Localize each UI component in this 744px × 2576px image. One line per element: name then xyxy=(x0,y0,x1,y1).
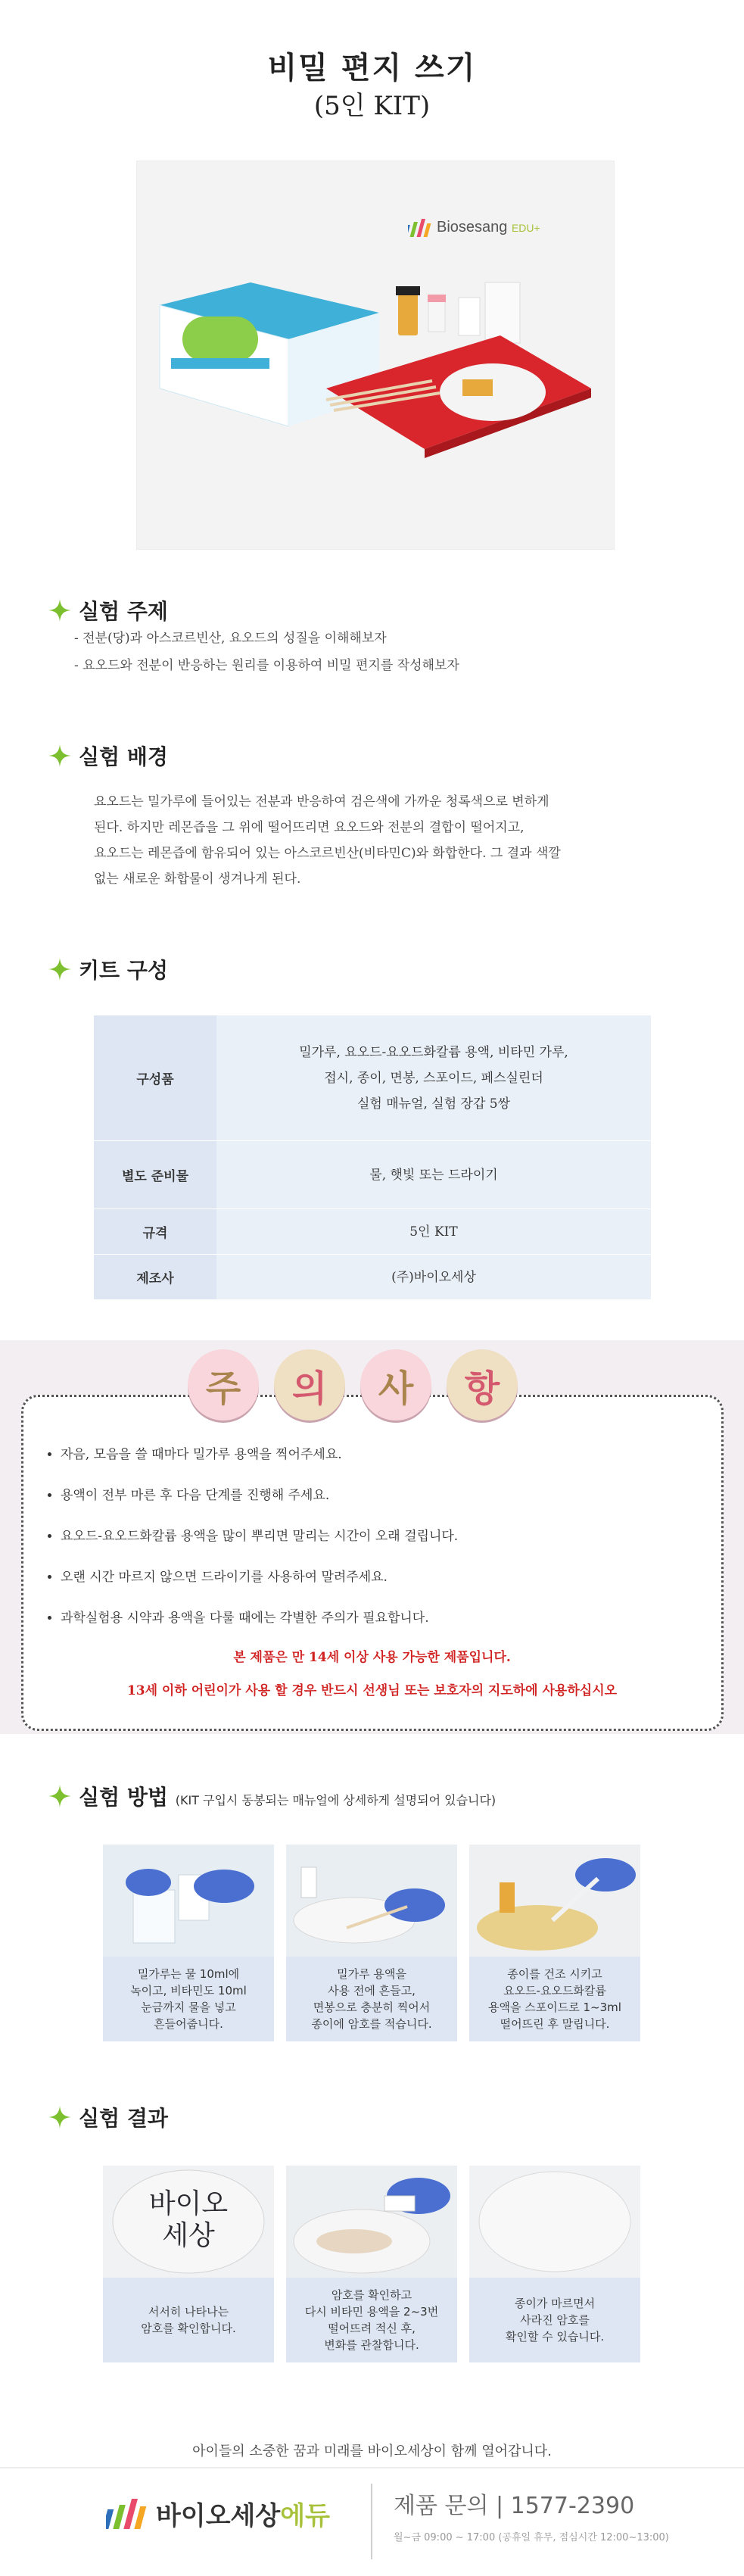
table-row xyxy=(94,1015,651,1141)
step-photo xyxy=(469,1845,640,1957)
kit-label: 구성품 xyxy=(94,1015,216,1141)
secret-text: 세상 xyxy=(162,2220,215,2251)
background-text: 요오드는 밀가루에 들어있는 전분과 반응하여 검은색에 가까운 청록색으로 변하게 된다. 하지만 레몬즙을 그 위에 떨어뜨리면 요오드와 전분의 결합이 떨어지고, 요오드는 레몬즙에 함유되어 있는 아스코르빈산(비타민C)와 화합한다. 그 결과 색깔 없는 새로운 화합물이 생겨나게 된다. xyxy=(94,794,561,887)
theme-item: - 요오드와 전분이 반응하는 원리를 이용하여 비밀 편지를 작성해보자 xyxy=(74,658,459,673)
caution-bubble: 의 xyxy=(274,1349,345,1421)
photo-logo-text: Biosesang EDU+ xyxy=(437,219,540,235)
step-caption: 종이를 건조 시키고 요오드-요오드화칼륨 용액을 스포이드로 1~3ml 떨어뜨린 후 말립니다. xyxy=(469,1957,640,2041)
step-caption: 밀가루 용액을 사용 전에 흔들고, 면봉으로 충분히 찍어서 종이에 암호를 적습니다. xyxy=(286,1957,457,2041)
kit-value: 밀가루, 요오드-요오드화칼륨 용액, 비타민 가루, 접시, 종이, 면봉, 스포이드, 페스실린더 실험 매뉴얼, 실험 장갑 5쌍 xyxy=(216,1015,651,1141)
footer-brand: 바이오세상에듀 xyxy=(106,2495,330,2532)
caution-title xyxy=(188,1349,518,1421)
sparkle-icon xyxy=(48,1785,71,1807)
step-caption: 암호를 확인하고 다시 비타민 용액을 2~3번 떨어뜨려 적신 후, 변화를 관찰합니다. xyxy=(286,2278,457,2362)
result-photo xyxy=(469,2166,640,2278)
footer-vertical-divider xyxy=(371,2484,372,2559)
list-item: • 요오드-요오드화칼륨 용액을 많이 뿌리면 말리는 시간이 오래 걸립니다. xyxy=(61,1516,458,1557)
list-item: • 과학실험용 시약과 용액을 다룰 때에는 각별한 주의가 필요합니다. xyxy=(61,1598,458,1639)
sparkle-icon xyxy=(48,599,71,622)
page-title: 비밀 편지 쓰기 xyxy=(267,50,477,86)
caution-bubble: 항 xyxy=(447,1349,518,1421)
table-row xyxy=(94,1141,651,1209)
sparkle-icon xyxy=(48,2106,71,2128)
theme-item: - 전분(당)과 아스코르빈산, 요오드의 성질을 이해해보자 xyxy=(74,631,387,646)
kit-label: 별도 준비물 xyxy=(94,1141,216,1209)
result-photo xyxy=(103,2166,274,2278)
kit-label: 제조사 xyxy=(94,1255,216,1300)
method-note: (KIT 구입시 동봉되는 매뉴얼에 상세하게 설명되어 있습니다) xyxy=(175,1793,497,1807)
page-subtitle: (5인 KIT) xyxy=(313,91,431,121)
step-photo xyxy=(103,1845,274,1957)
sparkle-icon xyxy=(48,744,71,767)
footer-divider xyxy=(0,2467,744,2468)
kit-value: 5인 KIT xyxy=(216,1209,651,1255)
result-step-3 xyxy=(469,2166,640,2362)
biosesang-logo-icon xyxy=(106,2499,151,2529)
step-caption: 종이가 마르면서 사라진 암호를 확인할 수 있습니다. xyxy=(469,2278,640,2362)
result-step-1 xyxy=(103,2166,274,2362)
kit-value: 물, 햇빛 또는 드라이기 xyxy=(216,1141,651,1209)
theme-heading: 실험 주제 xyxy=(48,595,168,625)
sparkle-icon xyxy=(48,958,71,981)
method-step-2 xyxy=(286,1845,457,2041)
kit-label: 규격 xyxy=(94,1209,216,1255)
footer-contact: 제품 문의 | 1577-2390 xyxy=(394,2493,635,2519)
result-heading: 실험 결과 xyxy=(48,2102,168,2132)
result-step-2 xyxy=(286,2166,457,2362)
step-caption: 밀가루는 물 10ml에 녹이고, 비타민도 10ml 눈금까지 물을 넣고 흔들어줍니다. xyxy=(103,1957,274,2041)
age-warning: 본 제품은 만 14세 이상 사용 가능한 제품입니다. xyxy=(233,1650,511,1665)
result-photo xyxy=(286,2166,457,2278)
kit-value: (주)바이오세상 xyxy=(216,1255,651,1300)
kit-heading: 키트 구성 xyxy=(48,954,168,984)
caution-bubble: 사 xyxy=(360,1349,431,1421)
background-heading: 실험 배경 xyxy=(48,741,168,771)
method-step-1 xyxy=(103,1845,274,2041)
footer-tagline: 아이들의 소중한 꿈과 미래를 바이오세상이 함께 열어갑니다. xyxy=(192,2443,552,2459)
step-caption: 서서히 나타나는 암호를 확인합니다. xyxy=(103,2278,274,2362)
caution-bubble: 주 xyxy=(188,1349,259,1421)
caution-list xyxy=(38,1434,458,1639)
kit-table xyxy=(94,1015,651,1300)
kit-box-illustration xyxy=(137,161,614,549)
guardian-warning: 13세 이하 어린이가 사용 할 경우 반드시 선생님 또는 보호자의 지도하에 사용하십시오 xyxy=(126,1683,618,1698)
secret-text: 바이오 xyxy=(148,2188,229,2219)
list-item: • 자음, 모음을 쓸 때마다 밀가루 용액을 찍어주세요. xyxy=(61,1434,458,1475)
table-row xyxy=(94,1209,651,1255)
product-photo xyxy=(136,161,615,550)
method-heading: 실험 방법 (KIT 구입시 동봉되는 매뉴얼에 상세하게 설명되어 있습니다) xyxy=(48,1781,496,1811)
table-row xyxy=(94,1255,651,1300)
footer-hours: 월~금 09:00 ~ 17:00 (공휴일 휴무, 점심시간 12:00~13:00) xyxy=(394,2532,669,2543)
list-item: • 오랜 시간 마르지 않으면 드라이기를 사용하여 말려주세요. xyxy=(61,1557,458,1598)
list-item: • 용액이 전부 마른 후 다음 단계를 진행해 주세요. xyxy=(61,1475,458,1516)
method-step-3 xyxy=(469,1845,640,2041)
step-photo xyxy=(286,1845,457,1957)
